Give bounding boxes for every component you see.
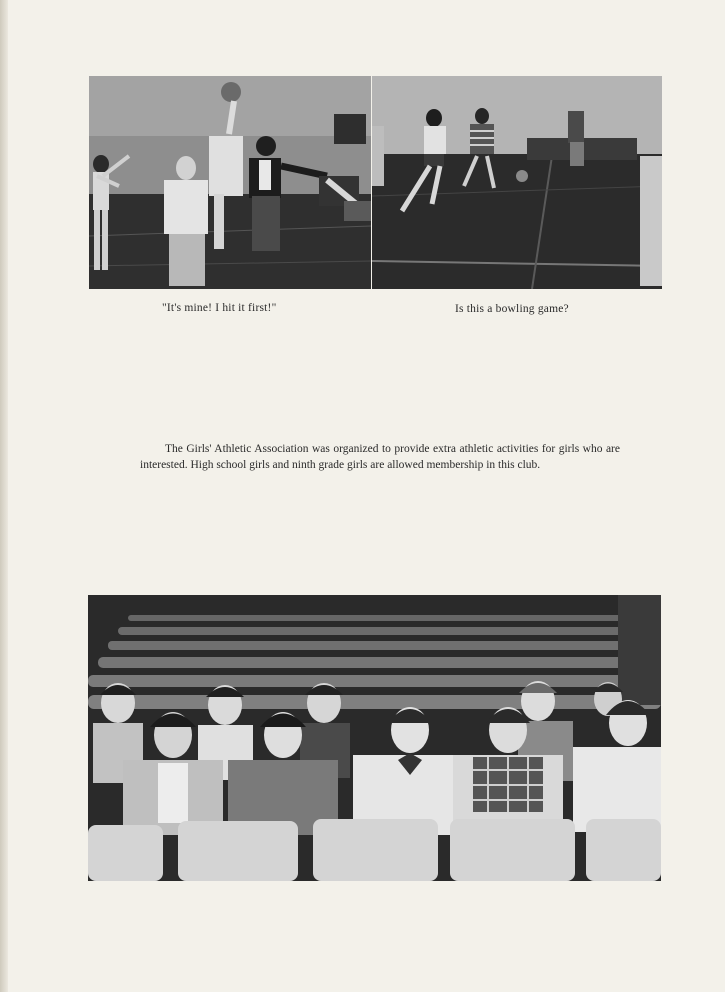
photo-bowling-image (372, 76, 662, 289)
gaa-description-paragraph: The Girls' Athletic Association was organized to provide extra athletic activities for girls who are interested. High school girls and ninth grade girls are allowed membership in this club. (140, 443, 620, 471)
photo-volleyball-game (89, 76, 371, 289)
photo-club-members (88, 595, 661, 881)
caption-volleyball: "It's mine! I hit it first!" (162, 302, 277, 314)
page-binding-edge (0, 0, 8, 992)
gaa-description (140, 441, 620, 473)
photo-club-members-image (88, 595, 661, 881)
caption-bowling: Is this a bowling game? (455, 303, 569, 315)
photo-volleyball-image (89, 76, 371, 289)
photo-bowling-game (372, 76, 662, 289)
